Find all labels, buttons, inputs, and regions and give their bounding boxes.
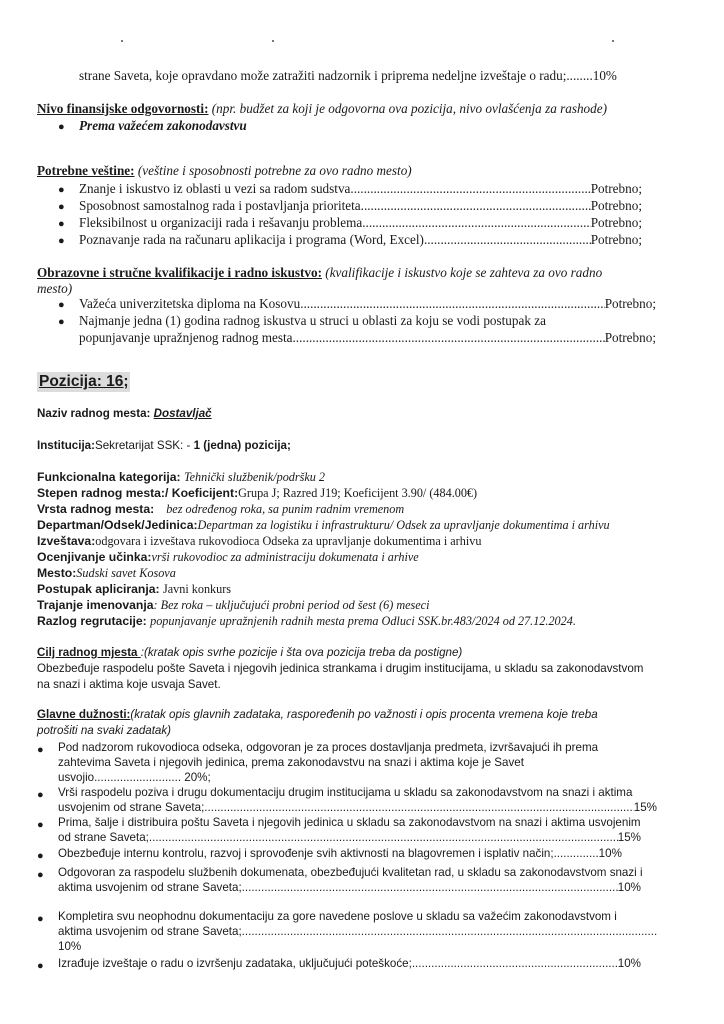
bullet-icon: ● [58, 184, 65, 196]
field-value: vrši rukovodioc za administraciju dokumenata i arhive [151, 550, 419, 564]
field-job-type [37, 502, 404, 516]
bullet-icon: ● [37, 789, 44, 801]
qualifications-label: Obrazovne i stručne kvalifikacije i radno iskustvo: [37, 265, 322, 280]
skills-item [79, 232, 642, 247]
duty-item-text: Izrađuje izveštaje o radu o izvršenju zadataka, uključujući poteškoće; [58, 957, 412, 970]
qualifications-item-requirement: Potrebno; [604, 330, 656, 345]
cut-off-text-mark [612, 40, 614, 42]
field-value: Sudski savet Kosova [76, 566, 176, 580]
duties-section [37, 708, 598, 721]
duty-item-text: Kompletira svu neophodnu dokumentaciju za gore navedene poslove u skladu sa važećim zakonodavstvom i [58, 910, 617, 923]
field-performance-evaluation [37, 550, 419, 564]
duties-label: Glavne dužnosti: [37, 708, 131, 721]
field-label: Razlog regrutacije: [37, 614, 151, 628]
duty-item-line [58, 957, 641, 970]
bullet-icon: ● [37, 869, 44, 881]
skills-item [79, 215, 642, 230]
duty-item-text: zahtevima Saveta i njegovih jedinica, prema zakonodavstvu na snazi i aktima koje je Savet [58, 756, 524, 769]
skills-item-requirement: Potrebno; [590, 181, 642, 196]
skills-item-text: Poznavanje rada na računaru aplikacija i programa (Word, Excel) [79, 232, 424, 247]
financial-responsibility-label: Nivo finansijske odgovornosti: [37, 101, 209, 116]
bullet-icon: ● [37, 913, 44, 925]
bullet-icon: ● [58, 218, 65, 230]
skills-label: Potrebne veštine: [37, 163, 135, 178]
bullet-icon: ● [58, 235, 65, 247]
field-label: Mesto: [37, 566, 77, 580]
field-value: Javni konkurs [162, 582, 232, 596]
objective-label: Cilj radnog mjesta [37, 646, 141, 659]
field-label: Trajanje imenovanja [37, 598, 154, 612]
institution-line [37, 439, 291, 452]
bullet-icon: ● [58, 121, 65, 133]
duty-item-line [58, 831, 641, 844]
bullet-icon: ● [37, 960, 44, 972]
duty-item-percent: 15% [617, 831, 641, 844]
duty-item-line [58, 881, 641, 894]
field-label: Ocenjivanje učinka: [37, 550, 152, 564]
field-application-procedure [37, 582, 231, 596]
skills-item [79, 181, 642, 196]
duty-item-percent: 10% [617, 957, 641, 970]
skills-hint: (veštine i sposobnosti potrebne za ovo radno mesto) [134, 163, 412, 178]
field-value: odgovara i izveštava rukovodioca Odseka za upravljanje dokumentima i arhivu [95, 534, 482, 548]
cut-off-text-mark [272, 40, 274, 42]
skills-item-requirement: Potrebno; [590, 215, 642, 230]
bullet-icon: ● [58, 316, 65, 328]
duty-item-line [58, 925, 657, 938]
duty-item-text: od strane Saveta; [58, 831, 149, 844]
duty-item-text: Obezbeđuje internu kontrolu, razvoj i sprovođenje svih aktivnosti na blagovremen i isplativ način;..............10% [58, 847, 622, 860]
field-location [37, 566, 176, 580]
skills-item-requirement: Potrebno; [590, 198, 642, 213]
duty-item-text: Pod nadzorom rukovodioca odseka, odgovoran je za proces dostavljanja predmeta, izvršavajući ih prema [58, 741, 599, 754]
qualifications-item-requirement: Potrebno; [604, 296, 656, 311]
field-value: popunjavanje upražnjenih radnih mesta prema Odluci SSK.br.483/2024 od 27.12.2024. [150, 614, 576, 628]
qualifications-item-text: Najmanje jedna (1) godina radnog iskustva u struci u oblasti za koju se vodi postupak za [79, 313, 546, 328]
job-title-value: Dostavljač [153, 407, 212, 420]
institution-count: 1 (jedna) pozicija; [193, 439, 291, 452]
duty-item-text: aktima usvojenim od strane Saveta; [58, 881, 242, 894]
qualifications-hint-cont: mesto) [37, 281, 73, 296]
field-label: Departman/Odsek/Jedinica: [37, 518, 198, 532]
job-title-line [37, 407, 212, 420]
bullet-icon: ● [37, 819, 44, 831]
field-label: Vrsta radnog mesta: [37, 502, 155, 516]
duty-item-text: usvojio........................... 20%; [58, 771, 211, 784]
financial-responsibility-hint: (npr. budžet za koji je odgovorna ova pozicija, nivo ovlašćenja za rashode) [208, 101, 607, 116]
duty-item-text: usvojenim od strane Saveta; [58, 801, 205, 814]
duty-item-percent: 10% [617, 881, 641, 894]
skills-item-requirement: Potrebno; [590, 232, 642, 247]
duties-hint-cont: potrošiti na svaki zadatak) [37, 724, 172, 737]
field-value: Tehnički službenik/podršku 2 [183, 470, 326, 484]
institution-value: Sekretarijat SSK: - [94, 439, 194, 452]
skills-item-text: Fleksibilnost u organizaciji rada i rešavanju problema [79, 215, 363, 230]
duty-item-text: Prima, šalje i distribuira poštu Saveta i njegovih jedinica u skladu sa zakonodavstvom na snazi i aktima usvojenim [58, 816, 641, 829]
duty-item-text: Odgovoran za raspodelu službenih dokumenata, obezbeđujući kvalitetan rad, u skladu sa zakonodavstvom snazi i [58, 866, 643, 879]
qualifications-section [37, 265, 602, 280]
field-value: Grupa J; Razred J19; Koeficijent 3.90/ (484.00€) [238, 486, 478, 500]
field-department [37, 518, 610, 532]
objective-text: Obezbeđuje raspodelu pošte Saveta i njegovih jedinica strankama i drugim institucijama, u skladu sa zakonodavstvom [37, 662, 644, 675]
duty-item-text: aktima usvojenim od strane Saveta; [58, 925, 242, 938]
objective-hint: :(kratak opis svrhe pozicije i šta ova pozicija treba da postigne) [140, 646, 463, 659]
financial-responsibility-section [37, 101, 607, 116]
duty-item-line [58, 801, 657, 814]
skills-item-text: Znanje i iskustvo iz oblasti u vezi sa radom sudstva [79, 181, 351, 196]
financial-responsibility-item: Prema važećem zakonodavstvu [79, 118, 247, 133]
field-functional-category [37, 470, 325, 484]
qualifications-item [79, 296, 656, 311]
duty-item-text: Vrši raspodelu poziva i drugu dokumentaciju drugim institucijama u skladu sa zakonodavstvom na snazi i aktima [58, 786, 633, 799]
duty-item-percent: 15% [633, 801, 657, 814]
field-label: Izveštava: [37, 534, 96, 548]
field-label: Funkcionalna kategorija: [37, 470, 184, 484]
field-label: Stepen radnog mesta:/ Koeficijent: [37, 486, 239, 500]
skills-item [79, 198, 642, 213]
top-fragment-line: strane Saveta, koje opravdano može zatražiti nadzornik i priprema nedeljne izveštaje o radu;........10% [79, 68, 617, 83]
field-value: Departman za logistiku i infrastrukturu/ Odsek za upravljanje dokumentima i arhivu [197, 518, 610, 532]
qualifications-item-text: Važeća univerzitetska diploma na Kosovu [79, 296, 301, 311]
duty-item-percent: 10% [58, 940, 82, 953]
qualifications-item-text: popunjavanje upražnjenog radnog mesta [79, 330, 293, 345]
bullet-icon: ● [37, 744, 44, 756]
duties-hint: (kratak opis glavnih zadataka, raspoređenih po važnosti i opis procenta vremena koje treba [130, 708, 598, 721]
field-appointment-duration [37, 598, 429, 612]
job-title-label: Naziv radnog mesta: [37, 407, 154, 420]
qualifications-item [79, 330, 656, 345]
cut-off-text-mark [121, 40, 123, 42]
field-reports-to [37, 534, 481, 548]
bullet-icon: ● [58, 201, 65, 213]
field-value: bez određenog roka, sa punim radnim vremenom [166, 502, 405, 516]
bullet-icon: ● [37, 850, 44, 862]
qualifications-hint: (kvalifikacije i iskustvo koje se zahteva za ovo radno [322, 265, 603, 280]
skills-item-text: Sposobnost samostalnog rada i postavljanja prioriteta [79, 198, 361, 213]
position-heading: Pozicija: 16; [39, 373, 129, 390]
field-grade-coefficient [37, 486, 477, 500]
objective-text: na snazi i aktima koje usvaja Savet. [37, 678, 221, 691]
field-label: Postupak apliciranja: [37, 582, 163, 596]
field-recruitment-reason [37, 614, 576, 628]
institution-label: Institucija: [37, 439, 95, 452]
field-value: : Bez roka – uključujući probni period od šest (6) meseci [153, 598, 430, 612]
bullet-icon: ● [58, 299, 65, 311]
objective-section [37, 646, 462, 659]
skills-section [37, 163, 412, 178]
